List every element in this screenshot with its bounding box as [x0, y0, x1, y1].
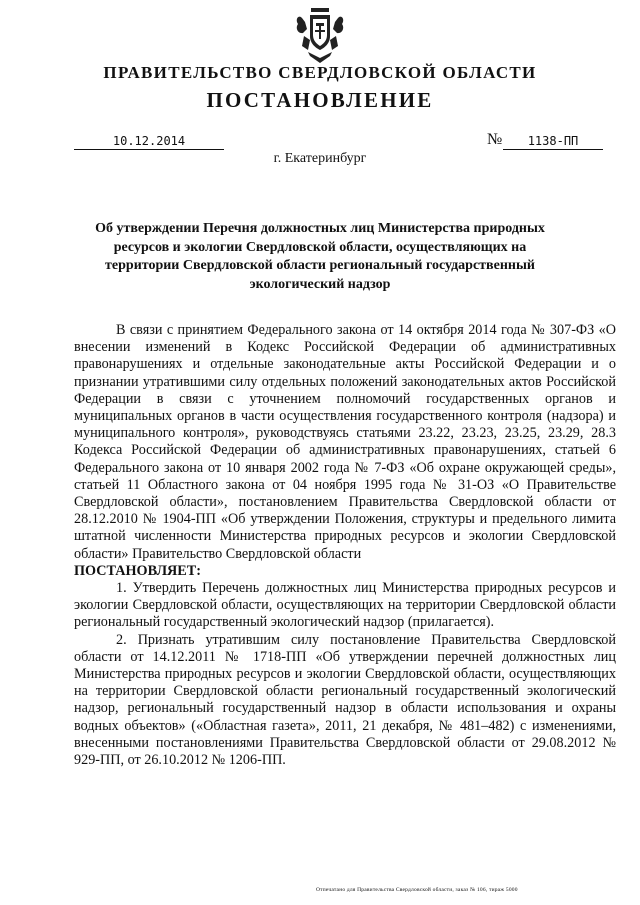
preamble-paragraph: В связи с принятием Федерального закона от 14 октября 2014 года № 307-ФЗ «О внесении изменений в Кодекс Российской Федерации об административных правонарушениях и отдельные законодательные акты Российской Федерации и о признании утратившими силу отдельных положений законодательных актов Российской Федерации в связи с уточнением полномочий государственных органов и муниципальных органов в части осуществления государственного контроля (надзора) и муниципального контроля», руководствуясь статьями 23.22, 23.23, 23.25, 23.29, 28.3 Кодекса Российской Федерации об административных правонарушениях, статьей 6 Федерального закона от 10 января 2002 года № 7-ФЗ «Об охране окружающей среды», статьей 11 Областного закона от 04 ноября 1995 года № 31-ОЗ «О Правительстве Свердловской области», постановлением Правительства Свердловской области от 28.12.2010 № 1904-ПП «Об утверждении Положения, структуры и предельного лимита штатной численности Министерства природных ресурсов и экологии Свердловской области» Правительство Свердловской области [74, 322, 616, 562]
print-footer: Отпечатано для Правительства Свердловской области, заказ № 106, тираж 5000 [316, 887, 518, 893]
number-label: № [487, 131, 503, 148]
item-2-paragraph: 2. Признать утратившим силу постановление Правительства Свердловской области от 14.12.2011 № 1718-ПП «Об утверждении перечней должностных лиц Министерства природных ресурсов и экологии Свердловской области, осуществляющих на территории Свердловской области региональный государственный экологический надзор, региональный государственный надзор в области использования и охраны водных объектов» («Областная газета», 2011, 21 декабря, № 481–482) с изменениями, внесенными постановлениями Правительства Свердловской области от 29.08.2012 № 929-ПП, от 26.10.2012 № 1206-ПП. [74, 631, 616, 769]
resolve-heading: ПОСТАНОВЛЯЕТ: [74, 562, 201, 579]
document-date: 10.12.2014 [74, 134, 224, 150]
coat-of-arms-icon [294, 6, 346, 64]
city: г. Екатеринбург [273, 151, 367, 166]
document-number: 1138-ПП [503, 134, 603, 150]
document-type: ПОСТАНОВЛЕНИЕ [206, 88, 434, 112]
document-title: Об утверждении Перечня должностных лиц Министерства природных ресурсов и экологии Свердловской области, осуществляющих на территории Свердловской области региональный государственный экологический надзор [95, 221, 545, 292]
document-body [74, 322, 616, 769]
government-name: ПРАВИТЕЛЬСТВО СВЕРДЛОВСКОЙ ОБЛАСТИ [103, 63, 537, 82]
item-1-paragraph: 1. Утвердить Перечень должностных лиц Министерства природных ресурсов и экологии Свердловской области, осуществляющих на территории Свердловской области региональный государственный экологический надзор (прилагается). [74, 580, 616, 631]
